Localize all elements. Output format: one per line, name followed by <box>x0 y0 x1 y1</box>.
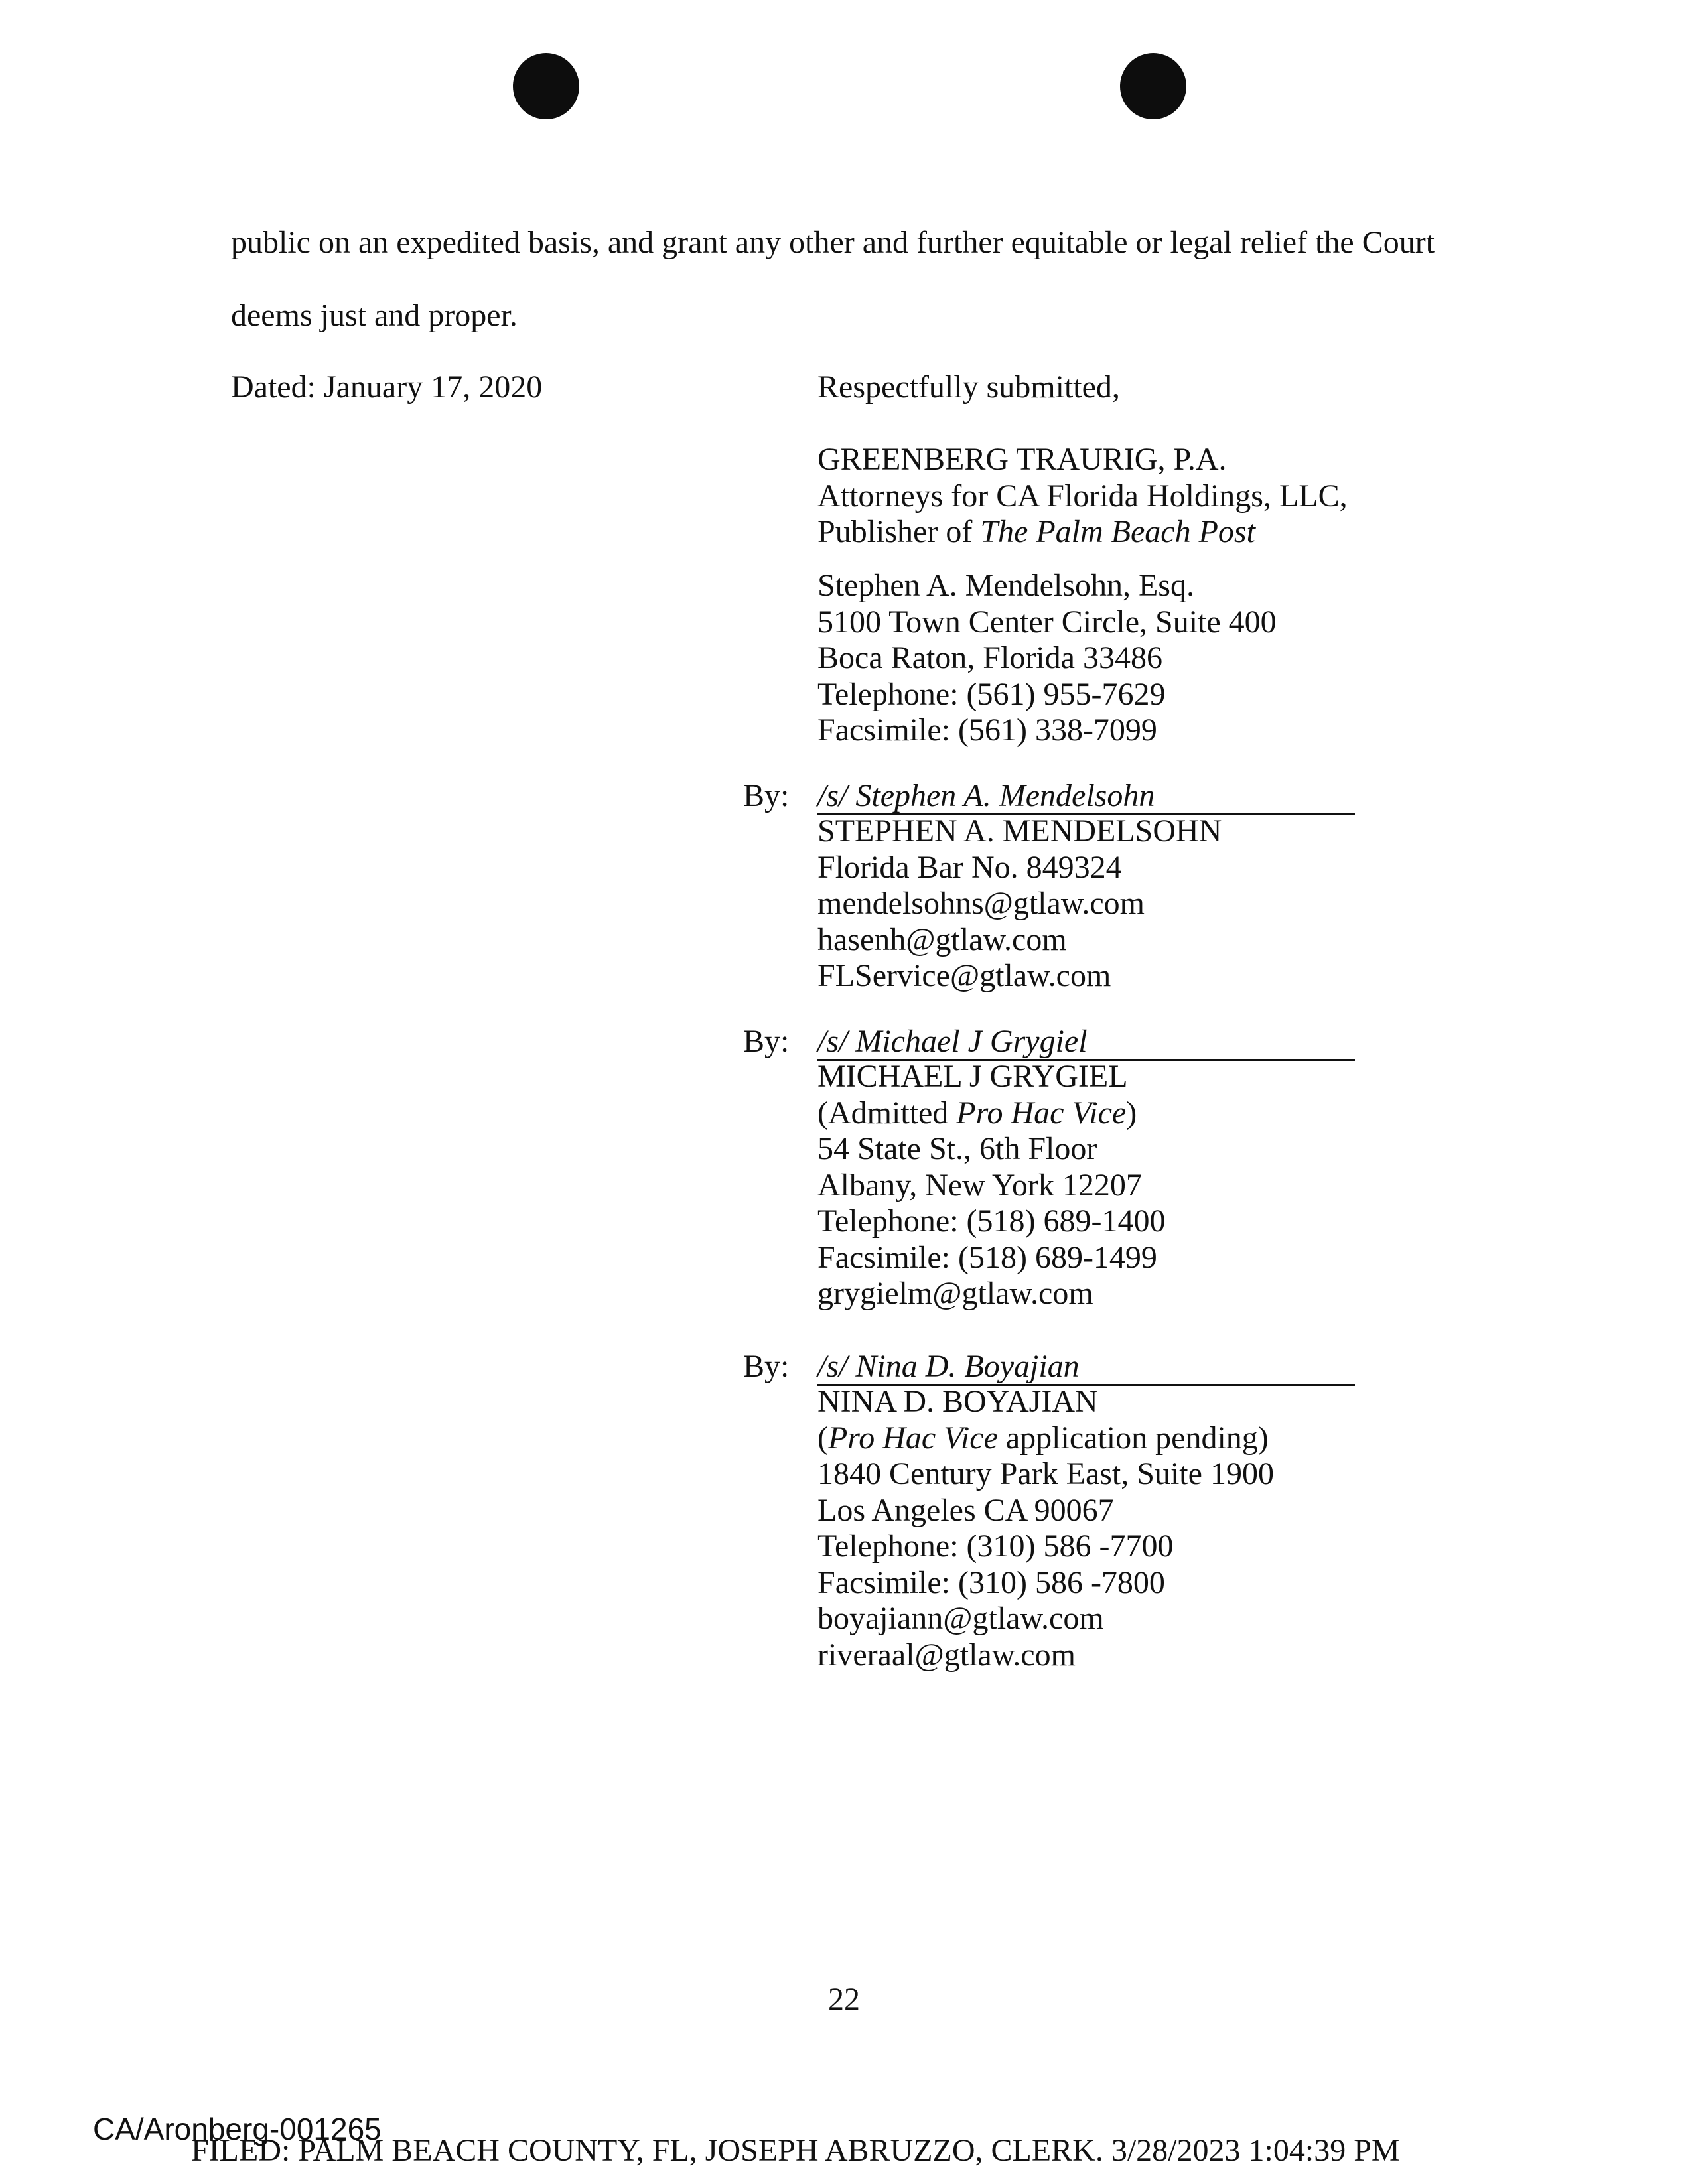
firm-attorneys-for: Attorneys for CA Florida Holdings, LLC, <box>817 478 1348 513</box>
by-label-3: By: <box>743 1349 790 1384</box>
signature-line-grygiel: /s/ Michael J Grygiel <box>817 1026 1355 1061</box>
signer-name: NINA D. BOYAJIAN <box>817 1384 1098 1419</box>
dated-line: Dated: January 17, 2020 <box>231 370 543 405</box>
signer-telephone: Telephone: (310) 586 -7700 <box>817 1529 1174 1564</box>
signer-email-1: mendelsohns@gtlaw.com <box>817 886 1145 921</box>
signer-email-3: FLService@gtlaw.com <box>817 958 1111 993</box>
contact-name: Stephen A. Mendelsohn, Esq. <box>817 568 1194 603</box>
by-label-2: By: <box>743 1024 790 1059</box>
contact-facsimile: Facsimile: (561) 338-7099 <box>817 713 1157 748</box>
signer-address-1: 1840 Century Park East, Suite 1900 <box>817 1456 1274 1491</box>
signer-address-2: Albany, New York 12207 <box>817 1167 1142 1203</box>
firm-publisher: Publisher of The Palm Beach Post <box>817 514 1255 549</box>
signer-address-1: 54 State St., 6th Floor <box>817 1131 1097 1166</box>
page-number: 22 <box>828 1982 860 2017</box>
contact-address-2: Boca Raton, Florida 33486 <box>817 640 1162 675</box>
body-text-line-2: deems just and proper. <box>231 298 518 333</box>
signer-telephone: Telephone: (518) 689-1400 <box>817 1203 1166 1239</box>
punch-hole-left <box>513 53 579 119</box>
by-label-1: By: <box>743 778 790 813</box>
signer-email-1: boyajiann@gtlaw.com <box>817 1601 1104 1636</box>
signer-address-2: Los Angeles CA 90067 <box>817 1492 1114 1528</box>
punch-hole-right <box>1120 53 1186 119</box>
signer-block-mendelsohn <box>817 813 1222 994</box>
signer-email: grygielm@gtlaw.com <box>817 1276 1093 1311</box>
closing-respectfully: Respectfully submitted, <box>817 370 1120 405</box>
firm-name: GREENBERG TRAURIG, P.A. <box>817 442 1227 477</box>
signature-line-boyajian: /s/ Nina D. Boyajian <box>817 1351 1355 1386</box>
signer-name: STEPHEN A. MENDELSOHN <box>817 813 1222 849</box>
signer-bar-number: Florida Bar No. 849324 <box>817 849 1122 885</box>
body-text-line-1: public on an expedited basis, and grant any other and further equitable or legal relief the Court <box>231 225 1435 260</box>
signer-email-2: riveraal@gtlaw.com <box>817 1637 1076 1672</box>
bates-number: CA/Aronberg-001265 <box>93 2112 382 2146</box>
signer-block-boyajian <box>817 1384 1274 1673</box>
publisher-name: The Palm Beach Post <box>980 514 1255 549</box>
filed-stamp: FILED: PALM BEACH COUNTY, FL, JOSEPH ABRUZZO, CLERK. 3/28/2023 1:04:39 PM <box>191 2133 1400 2168</box>
signer-admitted: (Admitted Pro Hac Vice) <box>817 1095 1137 1130</box>
signature-line-mendelsohn: /s/ Stephen A. Mendelsohn <box>817 780 1355 815</box>
contact-address-1: 5100 Town Center Circle, Suite 400 <box>817 604 1277 640</box>
signer-pro-hac-vice: (Pro Hac Vice application pending) <box>817 1420 1269 1456</box>
signer-name: MICHAEL J GRYGIEL <box>817 1059 1128 1094</box>
signer-block-grygiel <box>817 1059 1166 1312</box>
signer-facsimile: Facsimile: (310) 586 -7800 <box>817 1564 1165 1600</box>
firm-block <box>817 442 1348 551</box>
signer-facsimile: Facsimile: (518) 689-1499 <box>817 1239 1157 1275</box>
contact-telephone: Telephone: (561) 955-7629 <box>817 676 1166 712</box>
contact-block <box>817 568 1277 749</box>
signer-email-2: hasenh@gtlaw.com <box>817 921 1067 957</box>
